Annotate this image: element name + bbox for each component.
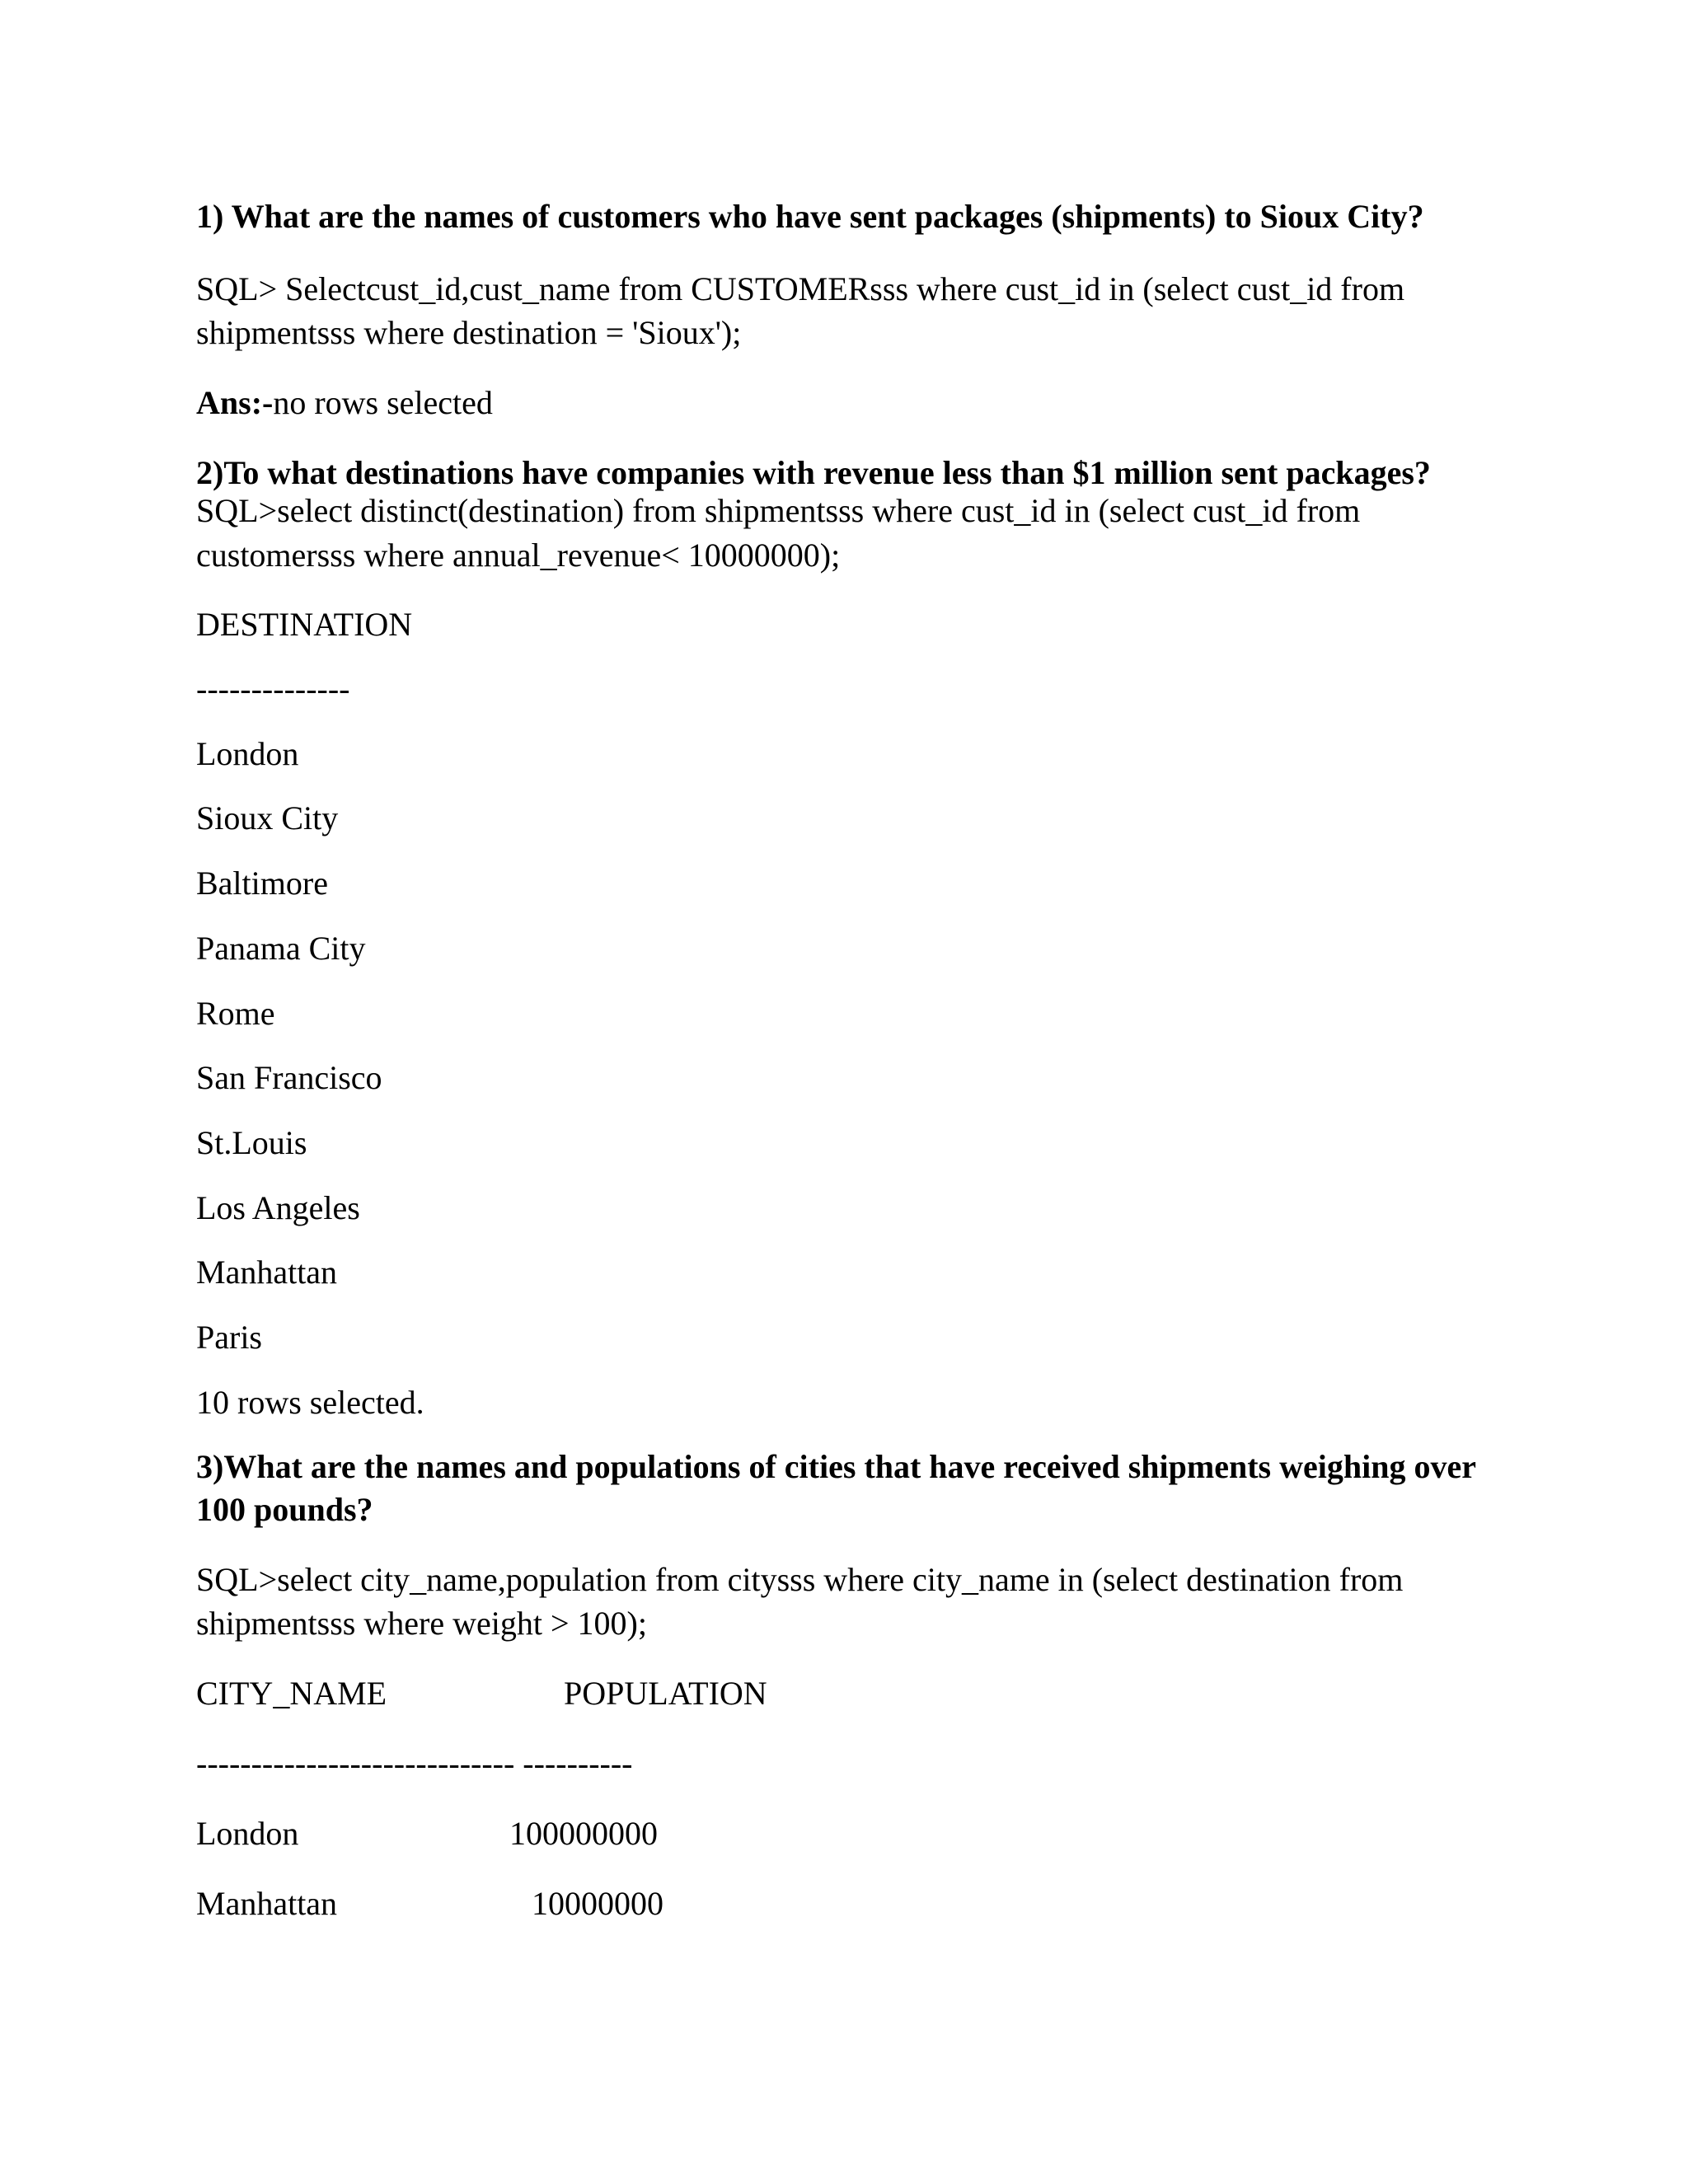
q2-result-row: St.Louis <box>196 1124 307 1161</box>
q1-sql-line-2: shipmentsss where destination = 'Sioux'); <box>196 314 742 351</box>
q3-row-population: 10000000 <box>532 1885 663 1922</box>
q3-row-city: London <box>196 1815 299 1852</box>
q2-sql-line-1: SQL>select distinct(destination) from shipmentsss where cust_id in (select cust_id from <box>196 492 1361 529</box>
q2-result-row: Los Angeles <box>196 1189 360 1226</box>
q3-row-population: 100000000 <box>509 1815 658 1852</box>
q1-sql-line-1: SQL> Selectcust_id,cust_name from CUSTOMERsss where cust_id in (select cust_id from <box>196 270 1405 307</box>
q1-answer <box>196 382 493 424</box>
q3-heading-line-1: 3)What are the names and populations of cities that have received shipments weighing over <box>196 1448 1476 1485</box>
q2-result-row: Paris <box>196 1319 262 1356</box>
q3-row-city: Manhattan <box>196 1885 338 1922</box>
q2-column-header: DESTINATION <box>196 606 413 643</box>
q2-result-row: Sioux City <box>196 799 339 837</box>
q2-sql-line-2: customersss where annual_revenue< 10000000); <box>196 537 841 574</box>
q1-answer-text: no rows selected <box>273 384 493 421</box>
q3-sql-line-2: shipmentsss where weight > 100); <box>196 1605 647 1642</box>
q2-row-count: 10 rows selected. <box>196 1384 424 1421</box>
q1-heading: 1) What are the names of customers who have sent packages (shipments) to Sioux City? <box>196 198 1424 235</box>
q3-column-population: POPULATION <box>564 1675 767 1712</box>
q3-sql-line-1: SQL>select city_name,population from citysss where city_name in (select destination from <box>196 1561 1404 1598</box>
q3-separator: ----------------------------- ---------- <box>196 1745 633 1782</box>
q2-result-row: Baltimore <box>196 865 328 902</box>
q2-separator: -------------- <box>196 670 350 707</box>
q2-result-row: London <box>196 735 299 772</box>
q1-answer-label: Ans:- <box>196 384 274 421</box>
q2-result-row: Panama City <box>196 930 366 967</box>
q2-heading: 2)To what destinations have companies with revenue less than $1 million sent packages? <box>196 454 1431 491</box>
q3-column-city: CITY_NAME <box>196 1675 387 1712</box>
q2-result-row: Rome <box>196 995 275 1032</box>
q2-result-row: Manhattan <box>196 1254 338 1291</box>
q2-result-row: San Francisco <box>196 1059 382 1096</box>
q3-heading-line-2: 100 pounds? <box>196 1491 373 1528</box>
